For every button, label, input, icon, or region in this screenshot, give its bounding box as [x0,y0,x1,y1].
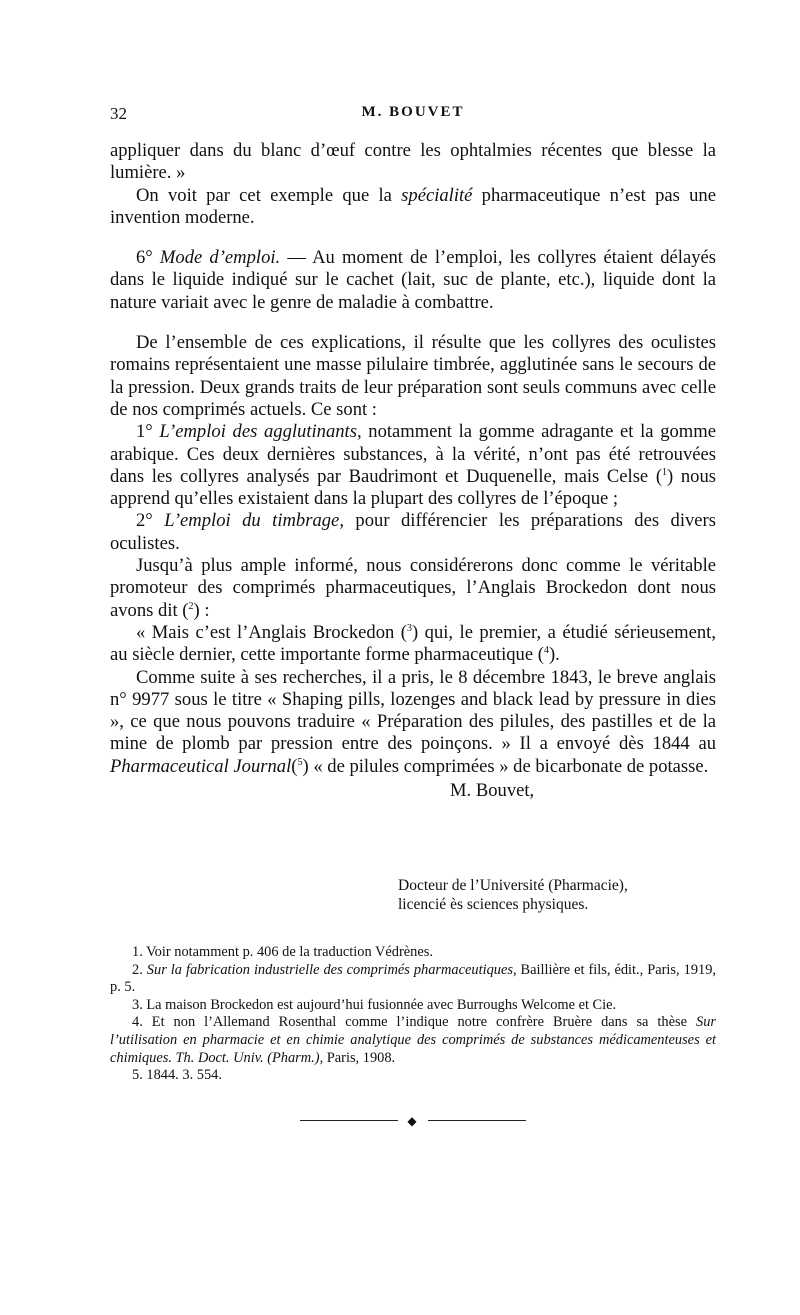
paragraph-text: ). [548,644,560,666]
paragraph [110,421,716,510]
paragraph: Comme suite à ses recherches, il a pris, le 8 décembre 1843, le breve anglais n° 9977 sous le titre « Shaping pills, lozenges and black lead by pressure in dies », ce que nous pouvons traduire « Préparation des pilules, des pastilles et de la mine de plomb par pression entre des poinçons. » Il a envoyé dès 1844 au Pharmaceutical Journal($^5$) « de pilules comprimées » de bicarbonate de potasse. [110,666,716,777]
paragraph-text: 1° [136,421,160,443]
paragraph-text: 6° [136,247,160,269]
diamond-icon: ◆ [407,1114,417,1128]
body-text [110,140,716,802]
emphasis: spécialité [401,184,473,206]
paragraph-text: pour différencier les préparations des divers oculistes. [110,510,716,554]
paragraph-text: ) : [193,599,210,621]
end-ornament [300,1115,526,1127]
footnotes [110,944,716,1085]
paragraph [110,332,716,421]
emphasis: Pharmaceutical Journal [110,755,292,777]
emphasis: Sur l’utilisation en pharmacie et en chimie analytique des comprimés de substances médicamenteuses et chimiques. Th. Doct. Univ. (Pharm.) [110,1014,716,1066]
footnote: 3. La maison Brockedon est aujourd’hui fusionnée avec Burroughs Welcome et Cie. [132,996,617,1013]
paragraph-text: 2° [136,510,165,532]
footnote-text: , Paris, 1908. [319,1049,396,1066]
paragraph [110,510,716,555]
paragraph-text: De l’ensemble de ces explications, il résulte que les collyres des oculistes romains représentaient une masse pilulaire timbrée, agglutinée sans le secours de la pression. Deux grands traits de leur préparation sont seuls communs avec celle de nos comprimés actuels. Ce sont : [110,332,716,420]
emphasis: L’emploi des agglutinants, [159,421,362,443]
paragraph [110,622,716,667]
footnote-ref: 1 [662,466,668,478]
paragraph-text: On voit par cet exemple que la [136,184,402,206]
footnote-ref: 5 [297,756,303,768]
credential-line: licencié ès sciences physiques. [398,896,589,913]
paragraph [110,247,716,314]
paragraph-text: ) nous apprend qu’elles existaient dans la plupart des collyres de l’époque ; [110,465,716,510]
paragraph-text: Jusqu’à plus ample informé, nous considérerons donc comme le véritable promoteur des comprimés pharmaceutiques, l’Anglais Brockedon dont nous avons dit ( [110,555,716,621]
paragraph-text: appliquer dans du blanc d’œuf contre les ophtalmies récentes que blesse la lumière. » [110,140,716,184]
ornament-rule-left [300,1120,398,1121]
paragraph [110,140,716,185]
footnote-ref: 4 [543,645,549,657]
signature: M. Bouvet, [450,780,535,802]
page-header [110,104,716,128]
page-number: 32 [110,104,127,123]
paragraph-text: pharmaceutique n’est pas une invention moderne. [110,184,716,228]
footnote-ref: 3 [406,622,412,634]
paragraph [110,185,716,230]
footnote [110,962,716,997]
ornament-rule-right [428,1120,526,1121]
paragraph-text: « de pilules comprimées » de bicarbonate de potasse. [308,755,709,777]
footnote-text: 4. Et non l’Allemand Rosenthal comme l’indique notre confrère Bruère dans sa thèse [132,1014,696,1031]
footnote: 5. 1844. 3. 554. [132,1067,222,1084]
footnote-text: 2. [132,961,147,978]
paragraph-text: ) qui, le premier, a étudié sérieusement, au siècle dernier, cette importante forme pharmaceutique ( [110,621,716,666]
paragraph-text: « Mais c’est l’Anglais Brockedon ( [136,621,407,643]
paragraph [110,555,716,622]
author-credentials [398,876,718,914]
footnote-text: , Baillière et fils, édit., Paris, 1919, p. 5. [110,961,717,996]
emphasis: Sur la fabrication industrielle des comprimés pharmaceutiques [146,961,513,978]
emphasis: L’emploi du timbrage, [164,510,344,532]
paragraph-text: Comme suite à ses recherches, il a pris, le 8 décembre 1843, le breve anglais n° 9977 sous le titre « Shaping pills, lozenges and black lead by pressure in dies », ce que nous pouvons traduire « Préparation des pilules, des pastilles et de la mine de plomb par pression entre des poinçons. » Il a envoyé dès 1844 au [110,666,716,755]
paragraph-text: — Au moment de l’emploi, les collyres étaient délayés dans le liquide indiqué sur le cachet (lait, suc de plante, etc.), liquide dont la nature variait avec le genre de maladie à combattre. [110,247,717,313]
footnote-ref: 2 [188,600,194,612]
running-title: M. BOUVET [361,104,465,120]
credential-line: Docteur de l’Université (Pharmacie), [398,877,628,894]
emphasis: Mode d’emploi. [159,247,281,269]
footnote: 1. Voir notamment p. 406 de la traduction Védrènes. [132,944,433,960]
footnote [110,1014,716,1067]
paragraph-text: notamment la gomme adragante et la gomme arabique. Ces deux dernières substances, à la vérité, n’ont pas été retrouvées dans les collyres analysés par Baudrimont et Duquenelle, mais Celse ( [110,421,716,487]
